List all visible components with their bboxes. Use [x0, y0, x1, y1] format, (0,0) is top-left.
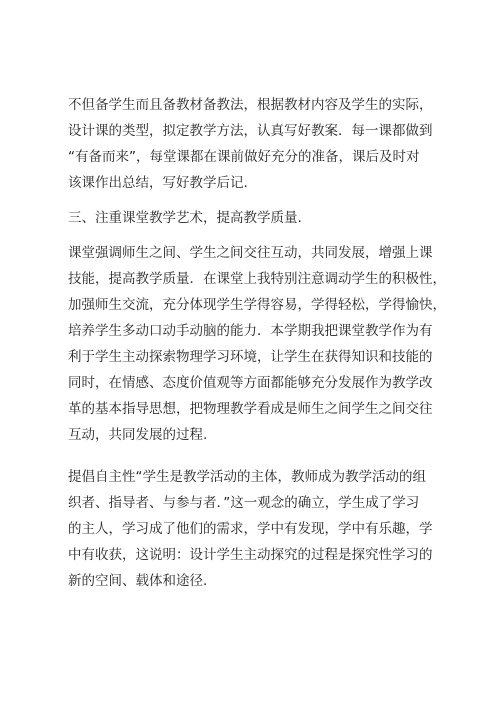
text-line: 中有收获，这说明：设计学生主动探究的过程是探究性学习的: [68, 547, 433, 563]
text-line: 革的基本指导思想，把物理教学看成是师生之间学生之间交往: [68, 401, 433, 417]
text-line: 利于学生主动探索物理学习环境，让学生在获得知识和技能的: [68, 349, 433, 365]
text-line: 织者、指导者、与参与者．”这一观念的确立，学生成了学习: [68, 495, 420, 511]
text-line: 的主人，学习成了他们的需求，学中有发现，学中有乐趣，学: [68, 521, 433, 537]
paragraph-lesson-preparation: [68, 92, 448, 196]
text-line: 提倡自主性“学生是教学活动的主体，教师成为教学活动的组: [68, 469, 426, 485]
text-line: 设计课的类型，拟定教学方法，认真写好教案．每一课都做到: [68, 123, 433, 139]
text-line: 技能，提高教学质量．在课堂上我特别注意调动学生的积极性，: [68, 271, 446, 287]
paragraph-student-autonomy: [68, 464, 448, 594]
text-line: “有备而来”，每堂课都在课前做好充分的准备，课后及时对: [68, 149, 420, 165]
text-line: 课堂强调师生之间、学生之间交往互动，共同发展，增强上课: [68, 245, 433, 261]
text-line: 新的空间、载体和途径.: [68, 573, 208, 589]
text-line: 加强师生交流，充分体现学生学得容易，学得轻松，学得愉快，: [68, 297, 446, 313]
text-line: 培养学生多动口动手动脑的能力．本学期我把课堂教学作为有: [68, 323, 433, 339]
text-line: 同时，在情感、态度价值观等方面都能够充分发展作为教学改: [68, 375, 433, 391]
paragraph-classroom-interaction: [68, 240, 448, 448]
text-line: 该课作出总结，写好教学后记.: [68, 175, 248, 191]
heading-text: 三、注重课堂教学艺术，提高教学质量.: [68, 210, 302, 226]
section-heading: [68, 205, 448, 231]
text-line: 不但备学生而且备教材备教法，根据教材内容及学生的实际，: [68, 97, 433, 113]
text-line: 互动，共同发展的过程.: [68, 427, 208, 443]
